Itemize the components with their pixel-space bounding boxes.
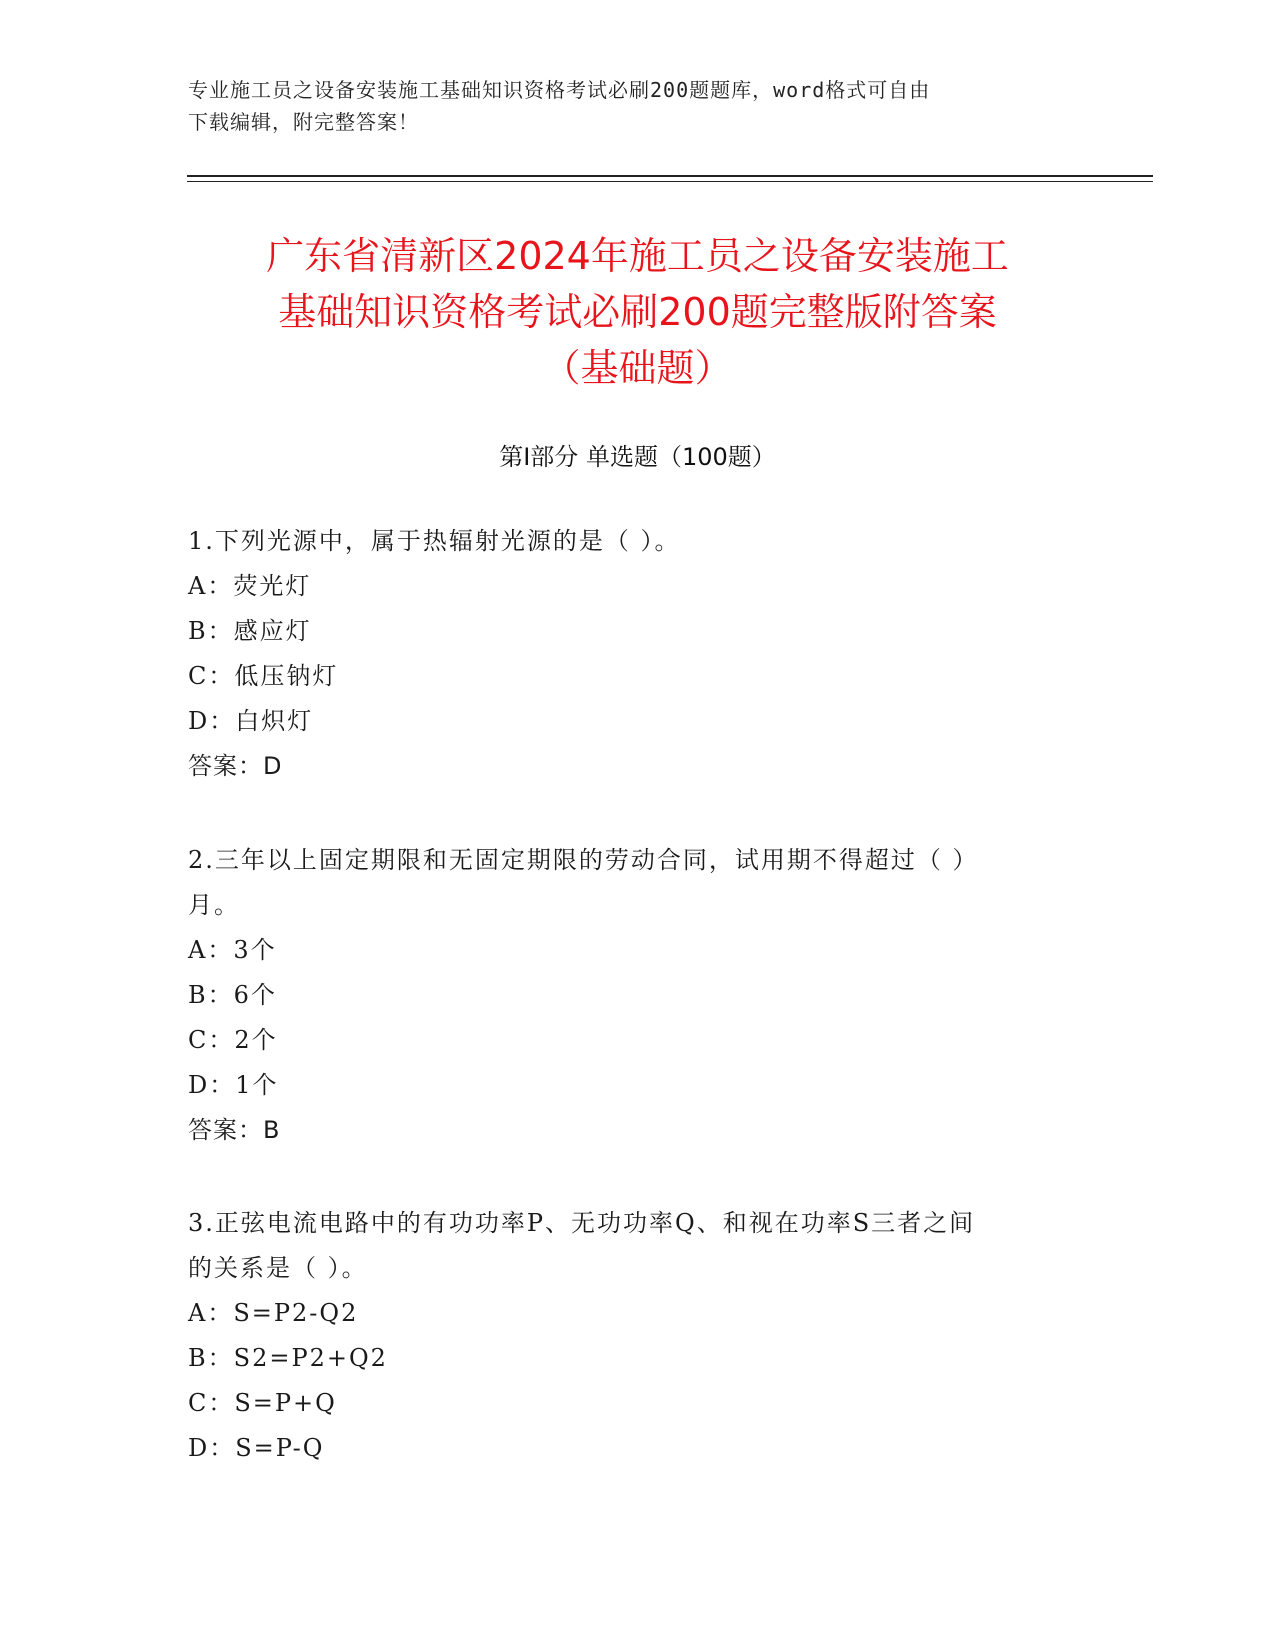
question-2 — [188, 838, 1088, 1153]
document-title-line-1: 广东省清新区2024年施工员之设备安装施工 — [266, 234, 1009, 278]
option-a: A：荧光灯 — [188, 572, 312, 600]
question-1 — [188, 519, 1088, 789]
header-note-line-2: 下载编辑，附完整答案！ — [188, 110, 419, 134]
option-b: B：6个 — [188, 981, 277, 1009]
question-stem-continued: 的关系是（ ）。 — [188, 1254, 368, 1282]
option-d: D：1个 — [188, 1071, 279, 1099]
document-title-line-2: 基础知识资格考试必刷200题完整版附答案 — [278, 290, 997, 334]
option-c: C：S=P+Q — [188, 1389, 337, 1417]
document-title-line-3: （基础题） — [542, 346, 733, 390]
header-note-line-1: 专业施工员之设备安装施工基础知识资格考试必刷200题题库，word格式可自由 — [188, 78, 931, 102]
option-a: A：3个 — [188, 936, 277, 964]
header-divider-thick — [187, 175, 1153, 177]
question-stem: 1.下列光源中，属于热辐射光源的是（ ）。 — [188, 527, 681, 555]
option-d: D：白炽灯 — [188, 707, 314, 735]
question-stem: 3.正弦电流电路中的有功功率P、无功功率Q、和视在功率S三者之间 — [188, 1209, 976, 1237]
question-stem-continued: 月。 — [188, 891, 240, 919]
answer: 答案：B — [188, 1116, 281, 1144]
option-c: C：低压钠灯 — [188, 662, 339, 690]
question-stem: 2.三年以上固定期限和无固定期限的劳动合同，试用期不得超过（ ） — [188, 846, 979, 874]
option-b: B：S2=P2+Q2 — [188, 1344, 388, 1372]
option-c: C：2个 — [188, 1026, 278, 1054]
header-note — [188, 74, 1088, 138]
option-b: B：感应灯 — [188, 617, 312, 645]
section-heading: 第Ⅰ部分 单选题（100题） — [499, 443, 776, 471]
question-3 — [188, 1201, 1088, 1471]
option-a: A：S=P2-Q2 — [188, 1299, 359, 1327]
answer: 答案：D — [188, 752, 283, 780]
option-d: D：S=P-Q — [188, 1434, 325, 1462]
document-title — [150, 228, 1125, 396]
header-divider-thin — [187, 181, 1153, 182]
